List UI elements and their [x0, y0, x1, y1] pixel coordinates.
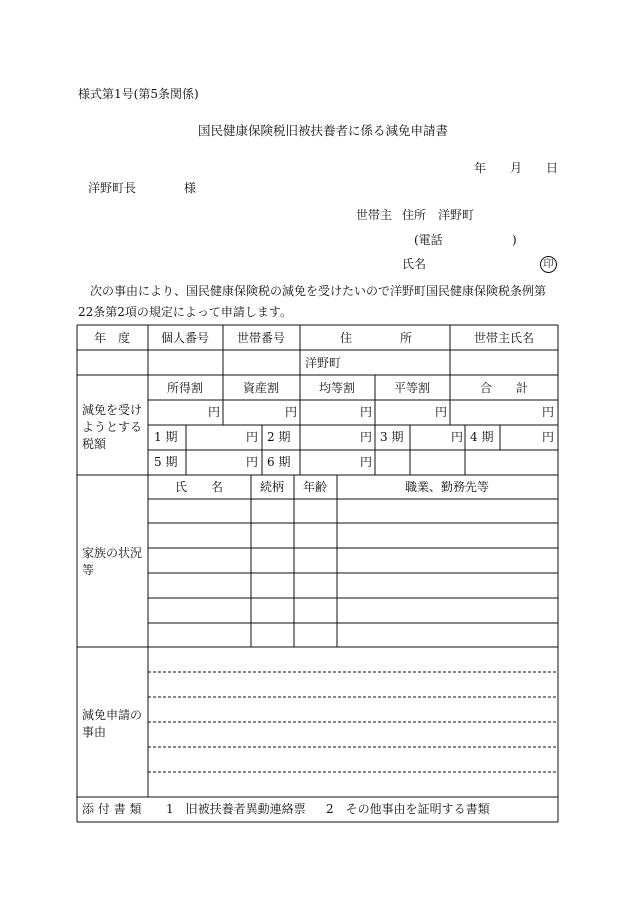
- tax-col-asset: 資産割: [242, 381, 280, 395]
- intro-paragraph: 次の事由により、国民健康保険税の減免を受けたいので洋野町国民健康保険税条例第22条第2項の規定によって申請します。: [78, 284, 547, 319]
- attachment-item-1: 1 旧被扶養者異動連絡票: [166, 802, 306, 816]
- addressee-name: 洋野町長: [88, 181, 137, 195]
- addressee-suffix: 様: [184, 181, 197, 195]
- phone-open: (電話: [414, 233, 443, 247]
- yen-unit: 円: [542, 430, 555, 444]
- name-label: 氏名: [402, 257, 427, 271]
- header-head-name: 世帯主氏名: [473, 331, 535, 345]
- attachment-item-2: 2 その他事由を証明する書類: [326, 802, 490, 816]
- family-col-occupation: 職業、勤務先等: [404, 480, 490, 494]
- address-value: 洋野町: [438, 208, 475, 222]
- header-address-left: 住: [340, 331, 353, 345]
- tax-section-label: 減免を受けようとする税額: [82, 403, 143, 451]
- tax-col-total: 合 計: [479, 381, 529, 395]
- tax-col-per-capita: 均等割: [318, 381, 356, 395]
- header-year: 年 度: [93, 331, 131, 345]
- family-col-name: 氏 名: [174, 480, 224, 494]
- date-day: 日: [546, 161, 559, 175]
- address-label: 住所: [402, 208, 427, 222]
- installment-1: 1 期: [154, 430, 178, 444]
- form-title: 国民健康保険税旧被扶養者に係る減免申請書: [198, 123, 449, 138]
- family-col-relationship: 続柄: [259, 480, 285, 494]
- installment-3: 3 期: [380, 430, 404, 444]
- date-year: 年: [474, 161, 487, 175]
- yen-unit: 円: [208, 405, 221, 419]
- reason-section-label: 減免申請の事由: [82, 708, 143, 739]
- table-address-value: 洋野町: [305, 356, 342, 370]
- yen-unit: 円: [360, 430, 373, 444]
- installment-5: 5 期: [154, 455, 178, 469]
- yen-unit: 円: [435, 405, 448, 419]
- header-household-number: 世帯番号: [236, 331, 286, 345]
- header-address-right: 所: [400, 331, 413, 345]
- yen-unit: 円: [246, 430, 259, 444]
- date-month: 月: [510, 161, 523, 175]
- yen-unit: 円: [451, 430, 464, 444]
- seal-mark: 印: [540, 256, 557, 273]
- family-section-label: 家族の状況等: [82, 546, 143, 577]
- yen-unit: 円: [360, 455, 373, 469]
- yen-unit: 円: [542, 405, 555, 419]
- phone-close: ): [512, 233, 517, 247]
- yen-unit: 円: [360, 405, 373, 419]
- tax-col-per-household: 平等割: [393, 381, 431, 395]
- household-head-label: 世帯主: [356, 208, 393, 222]
- header-personal-number: 個人番号: [160, 331, 210, 345]
- yen-unit: 円: [285, 405, 298, 419]
- attachments-label: 添 付 書 類: [82, 802, 142, 816]
- installment-2: 2 期: [267, 430, 291, 444]
- family-col-age: 年齢: [302, 480, 328, 494]
- form-number: 様式第1号(第5条関係): [78, 87, 199, 101]
- installment-4: 4 期: [470, 430, 494, 444]
- installment-6: 6 期: [267, 455, 291, 469]
- tax-col-income: 所得割: [166, 381, 204, 395]
- yen-unit: 円: [246, 455, 259, 469]
